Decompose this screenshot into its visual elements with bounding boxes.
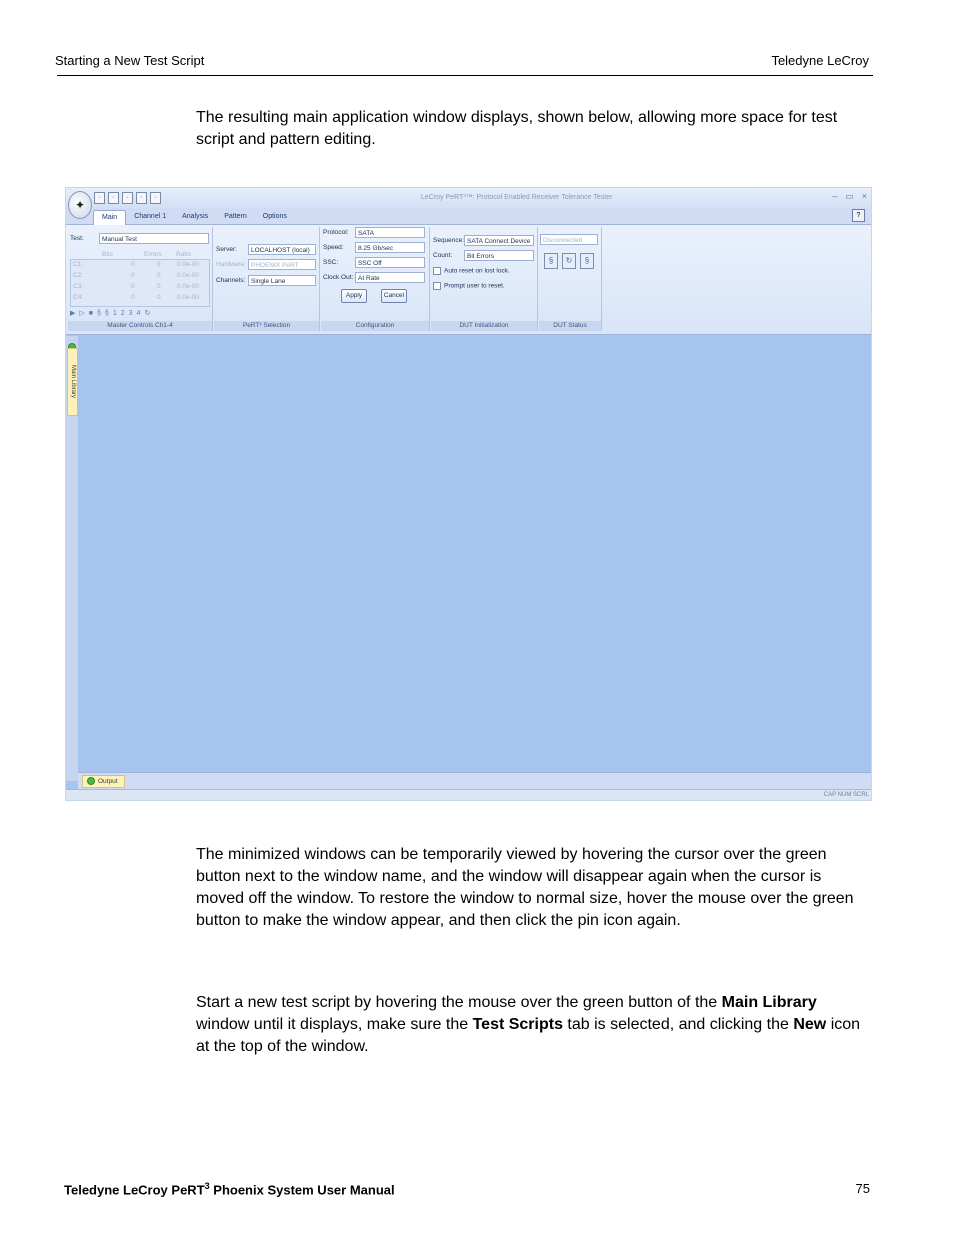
- open-icon[interactable]: ▫: [108, 192, 119, 204]
- running-header-left: Starting a New Test Script: [55, 53, 205, 68]
- sequence-label: Sequence:: [433, 237, 465, 244]
- play-step-icon[interactable]: ▷: [79, 310, 85, 317]
- row-ratio: 0.0e-00: [177, 283, 200, 290]
- footer-title: [64, 1181, 395, 1197]
- group-dut-initialization: [431, 227, 538, 331]
- group-label-master: Master Controls Ch1-4: [68, 321, 212, 331]
- row-bits: 0: [131, 261, 135, 268]
- text-run: tab is selected, and clicking the: [562, 1016, 794, 1033]
- auto-reset-option[interactable]: [433, 267, 510, 275]
- channel-table: [70, 259, 210, 307]
- prompt-reset-option[interactable]: [433, 282, 505, 290]
- row-ratio: 0.0e-00: [177, 294, 200, 301]
- bold-main-library: Main Library: [721, 994, 817, 1011]
- channel-1-button[interactable]: 1: [112, 309, 117, 317]
- green-button-icon: [87, 777, 95, 785]
- play-icon[interactable]: ▶: [70, 310, 76, 317]
- footer-title-rest: Phoenix System User Manual: [209, 1182, 395, 1198]
- text-run: window until it displays, make sure the: [196, 1016, 473, 1033]
- row-errors: 0: [157, 283, 161, 290]
- minimize-icon[interactable]: –: [832, 191, 838, 201]
- protocol-label: Protocol:: [323, 229, 349, 236]
- window-title: LeCroy PeRT³™: Protocol Enabled Receiver Tolerance Tester: [421, 194, 613, 201]
- text-run: icon at the top of the window.: [196, 1016, 861, 1055]
- footer-superscript: 3: [204, 1181, 210, 1191]
- prompt-reset-text: Prompt user to reset.: [444, 282, 505, 290]
- clock-out-label: Clock Out:: [323, 274, 354, 281]
- group-configuration: [321, 227, 430, 331]
- ribbon-tabs: [93, 210, 295, 225]
- tab-main[interactable]: Main: [93, 210, 126, 225]
- hardware-label: Hardware:: [216, 261, 246, 268]
- row-bits: 0: [131, 294, 135, 301]
- dut-status-field: Disconnected: [540, 234, 598, 245]
- running-header-right: Teledyne LeCroy: [771, 53, 869, 68]
- close-icon[interactable]: ×: [861, 191, 867, 201]
- clock-out-select[interactable]: At Rate: [355, 272, 425, 283]
- speed-select[interactable]: 8.25 Gb/sec: [355, 242, 425, 253]
- col-errors: Errors: [144, 251, 162, 258]
- row-ch: C4:: [73, 294, 84, 301]
- left-dock-bar: [66, 336, 78, 781]
- new-script-paragraph: [196, 992, 872, 1058]
- sequence-select[interactable]: SATA Connect Device: [464, 235, 534, 246]
- master-toolbar: [70, 307, 208, 319]
- count-select[interactable]: Bit Errors: [464, 250, 534, 261]
- channels-select[interactable]: Single Lane: [248, 275, 316, 286]
- bottom-dock-bar: [78, 772, 872, 789]
- disconnect-icon[interactable]: §: [580, 253, 594, 269]
- stop-icon[interactable]: ■: [88, 309, 94, 317]
- page-number: 75: [855, 1181, 870, 1196]
- main-library-tab[interactable]: Main Library: [67, 348, 78, 416]
- output-tab-label: Output: [98, 778, 118, 785]
- apply-button[interactable]: Apply: [341, 289, 367, 303]
- tab-analysis[interactable]: Analysis: [182, 213, 209, 220]
- count-label: Count:: [433, 252, 453, 259]
- status-indicators: CAP NUM SCRL: [823, 792, 869, 798]
- ssc-select[interactable]: SSC Off: [355, 257, 425, 268]
- title-bar: [66, 188, 871, 208]
- group-dut-status: [539, 227, 602, 331]
- text-run: Start a new test script by hovering the mouse over the green button of the: [196, 994, 722, 1011]
- link-icon[interactable]: §: [97, 309, 101, 317]
- row-errors: 0: [157, 261, 161, 268]
- workspace-area: [78, 336, 872, 772]
- row-ratio: 0.0e-00: [177, 272, 200, 279]
- initialize-icon[interactable]: ↻: [562, 253, 576, 269]
- window-controls: [832, 191, 867, 202]
- row-ch: C2:: [73, 272, 84, 279]
- print-icon[interactable]: ▫: [150, 192, 161, 204]
- help-icon[interactable]: ?: [852, 209, 865, 222]
- server-label: Server:: [216, 246, 237, 253]
- row-ratio: 0.0e-00: [177, 261, 200, 268]
- minimized-windows-paragraph: The minimized windows can be temporarily viewed by hovering the cursor over the green button next to the window name, and the window will disappear again when the cursor is moved off the window. To restore the window to normal size, hover the mouse over the green button to make the window appear, and then click the pin icon again.: [196, 846, 854, 929]
- link-all-icon[interactable]: §: [104, 309, 109, 317]
- protocol-select[interactable]: SATA: [355, 227, 425, 238]
- ribbon-tabs-bar: [66, 208, 871, 225]
- maximize-icon[interactable]: ▭: [845, 191, 854, 201]
- col-ratio: Ratio: [176, 251, 192, 258]
- ribbon: [66, 225, 871, 335]
- row-bits: 0: [131, 283, 135, 290]
- col-bits: Bits: [102, 251, 113, 258]
- auto-reset-checkbox[interactable]: [433, 267, 441, 275]
- new-icon[interactable]: ▫: [94, 192, 105, 204]
- bold-test-scripts: Test Scripts: [472, 1016, 563, 1033]
- row-bits: 0: [131, 272, 135, 279]
- tab-options[interactable]: Options: [262, 213, 287, 220]
- connect-icon[interactable]: §: [544, 253, 558, 269]
- row-errors: 0: [157, 272, 161, 279]
- header-rule: [57, 75, 873, 76]
- footer-title-main: Teledyne LeCroy PeRT: [64, 1182, 205, 1198]
- speed-label: Speed:: [323, 244, 344, 251]
- test-select[interactable]: Manual Test: [99, 233, 209, 244]
- hardware-field: PHOENIX PeRT: [248, 259, 316, 270]
- row-ch: C3:: [73, 283, 84, 290]
- row-errors: 0: [157, 294, 161, 301]
- channels-label: Channels:: [216, 277, 246, 284]
- channel-2-button[interactable]: 2: [120, 309, 125, 317]
- tab-channel-1[interactable]: Channel 1: [134, 213, 167, 220]
- app-screenshot: [65, 187, 872, 801]
- group-label-dut-status: DUT Status: [539, 321, 601, 331]
- bold-new: New: [793, 1016, 827, 1033]
- group-label-selection: PeRT³ Selection: [214, 321, 319, 331]
- reset-icon[interactable]: ↻: [144, 310, 151, 317]
- intro-paragraph: The resulting main application window displays, shown below, allowing more space for test script and pattern editing.: [196, 109, 838, 148]
- auto-reset-text: Auto reset on lost lock.: [444, 267, 510, 275]
- group-label-dut-init: DUT Initialization: [431, 321, 537, 331]
- quick-access-toolbar: [94, 192, 161, 204]
- app-logo-icon[interactable]: ✦: [68, 191, 92, 219]
- tab-pattern[interactable]: Pattern: [224, 213, 247, 220]
- group-pert-selection: [214, 227, 320, 331]
- save-icon[interactable]: ▫: [122, 192, 133, 204]
- status-bar: [66, 789, 871, 801]
- test-label: Test:: [70, 235, 84, 242]
- group-label-configuration: Configuration: [321, 321, 429, 331]
- save-all-icon[interactable]: ▫: [136, 192, 147, 204]
- server-select[interactable]: LOCALHOST (local): [248, 244, 316, 255]
- row-ch: C1:: [73, 261, 84, 268]
- ssc-label: SSC:: [323, 259, 339, 266]
- cancel-button[interactable]: Cancel: [381, 289, 407, 303]
- channel-4-button[interactable]: 4: [136, 309, 141, 317]
- output-tab[interactable]: [82, 775, 125, 788]
- prompt-reset-checkbox[interactable]: [433, 282, 441, 290]
- channel-3-button[interactable]: 3: [128, 309, 133, 317]
- group-master-controls: [68, 227, 213, 331]
